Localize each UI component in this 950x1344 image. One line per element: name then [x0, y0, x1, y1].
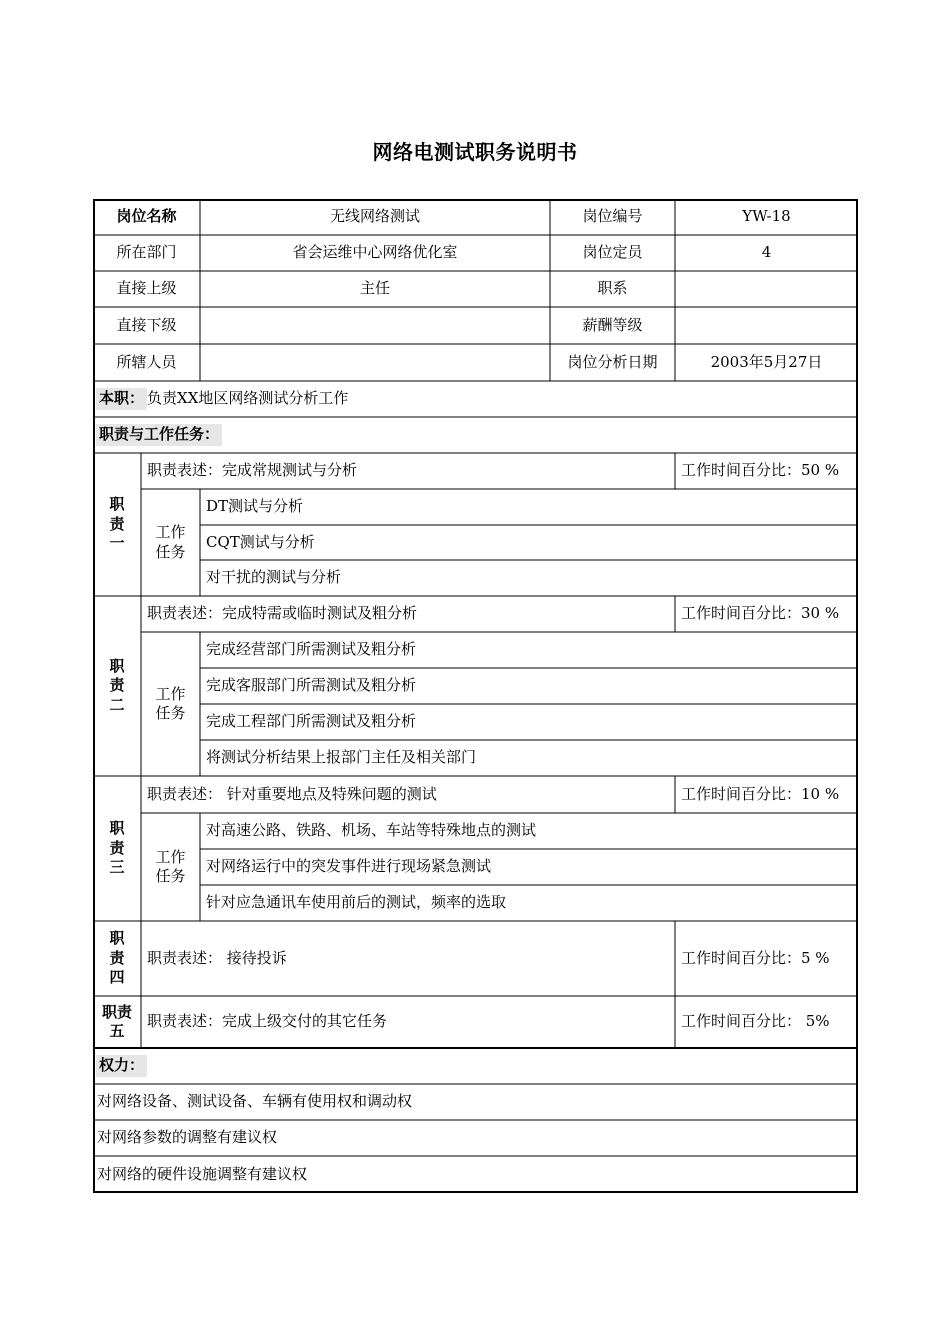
- post-code-value: YW-18: [742, 207, 791, 226]
- analysis-date-value: 2003年5月27日: [710, 352, 823, 371]
- duty-5-time: 工作时间百分比： 5%: [681, 1012, 830, 1031]
- document-title: 网络电测试职务说明书: [372, 140, 578, 164]
- main-duty-row: [93, 381, 858, 417]
- duty-1-time: 工作时间百分比：50 %: [681, 461, 840, 480]
- series-label: 职系: [597, 279, 628, 298]
- duty-3-time: 工作时间百分比：10 %: [681, 784, 840, 803]
- duty-1-task-2: CQT测试与分析: [206, 532, 315, 551]
- job-description-table: [93, 199, 858, 1193]
- salary-label: 薪酬等级: [582, 315, 643, 334]
- managed-value: [200, 344, 550, 381]
- duties-heading: 职责与工作任务：: [96, 424, 222, 446]
- duty-1-label: 职 责 一: [109, 495, 125, 553]
- duty-3-task-label: 工作 任务: [155, 847, 186, 885]
- duty-3-task-3: 针对应急通讯车使用前后的测试，频率的选取: [206, 893, 507, 912]
- quota-label: 岗位定员: [582, 243, 643, 262]
- post-name-value: 无线网络测试: [329, 207, 420, 226]
- duty-4-description: 职责表述： 接待投诉: [147, 948, 287, 967]
- authority-item-3: 对网络的硬件设施调整有建议权: [97, 1164, 308, 1183]
- duty-3-task-2: 对网络运行中的突发事件进行现场紧急测试: [206, 857, 492, 876]
- duty-3-description: 职责表述： 针对重要地点及特殊问题的测试: [147, 784, 437, 803]
- duty-4-time: 工作时间百分比：5 %: [681, 948, 830, 967]
- series-value: [675, 271, 858, 307]
- duty-2-description: 职责表述：完成特需或临时测试及粗分析: [147, 604, 418, 623]
- authority-heading: 权力：: [96, 1055, 147, 1077]
- duty-2-time: 工作时间百分比：30 %: [681, 604, 840, 623]
- main-duty-text: 负责XX地区网络测试分析工作: [147, 389, 349, 408]
- post-code-label: 岗位编号: [582, 207, 643, 226]
- duty-2-task-4: 将测试分析结果上报部门主任及相关部门: [206, 748, 477, 767]
- duty-2-label: 职 责 二: [109, 656, 125, 714]
- authority-heading-row: [93, 1048, 858, 1084]
- department-label: 所在部门: [116, 243, 177, 262]
- duty-2-task-label: 工作 任务: [155, 684, 186, 722]
- duty-4-label: 职 责 四: [109, 929, 125, 987]
- duty-5-label: 职责 五: [101, 1002, 132, 1040]
- duty-1-description: 职责表述：完成常规测试与分析: [147, 461, 358, 480]
- department-value: 省会运维中心网络优化室: [292, 243, 458, 262]
- duty-2-task-1: 完成经营部门所需测试及粗分析: [206, 640, 417, 659]
- duty-1-task-label: 工作 任务: [155, 523, 186, 561]
- subordinate-label: 直接下级: [116, 315, 177, 334]
- duties-heading-row: [93, 417, 858, 453]
- main-duty-label: 本职：: [96, 388, 147, 410]
- analysis-date-label: 岗位分析日期: [567, 352, 658, 371]
- duty-1-task-3: 对干扰的测试与分析: [206, 568, 342, 587]
- authority-item-2: 对网络参数的调整有建议权: [97, 1128, 278, 1147]
- duty-3-task-1: 对高速公路、铁路、机场、车站等特殊地点的测试: [206, 821, 537, 840]
- duty-5-description: 职责表述：完成上级交付的其它任务: [147, 1012, 388, 1031]
- post-name-label: 岗位名称: [116, 207, 177, 226]
- superior-label: 直接上级: [116, 279, 177, 298]
- duty-2-task-2: 完成客服部门所需测试及粗分析: [206, 676, 417, 695]
- managed-label: 所辖人员: [116, 352, 177, 371]
- duty-3-label: 职 责 三: [109, 819, 125, 877]
- duty-1-task-1: DT测试与分析: [206, 497, 304, 516]
- authority-item-1: 对网络设备、测试设备、车辆有使用权和调动权: [97, 1092, 413, 1111]
- duty-2-task-3: 完成工程部门所需测试及粗分析: [206, 712, 417, 731]
- salary-value: [675, 307, 858, 344]
- subordinate-value: [200, 307, 550, 344]
- quota-value: 4: [761, 243, 772, 262]
- superior-value: 主任: [359, 279, 390, 298]
